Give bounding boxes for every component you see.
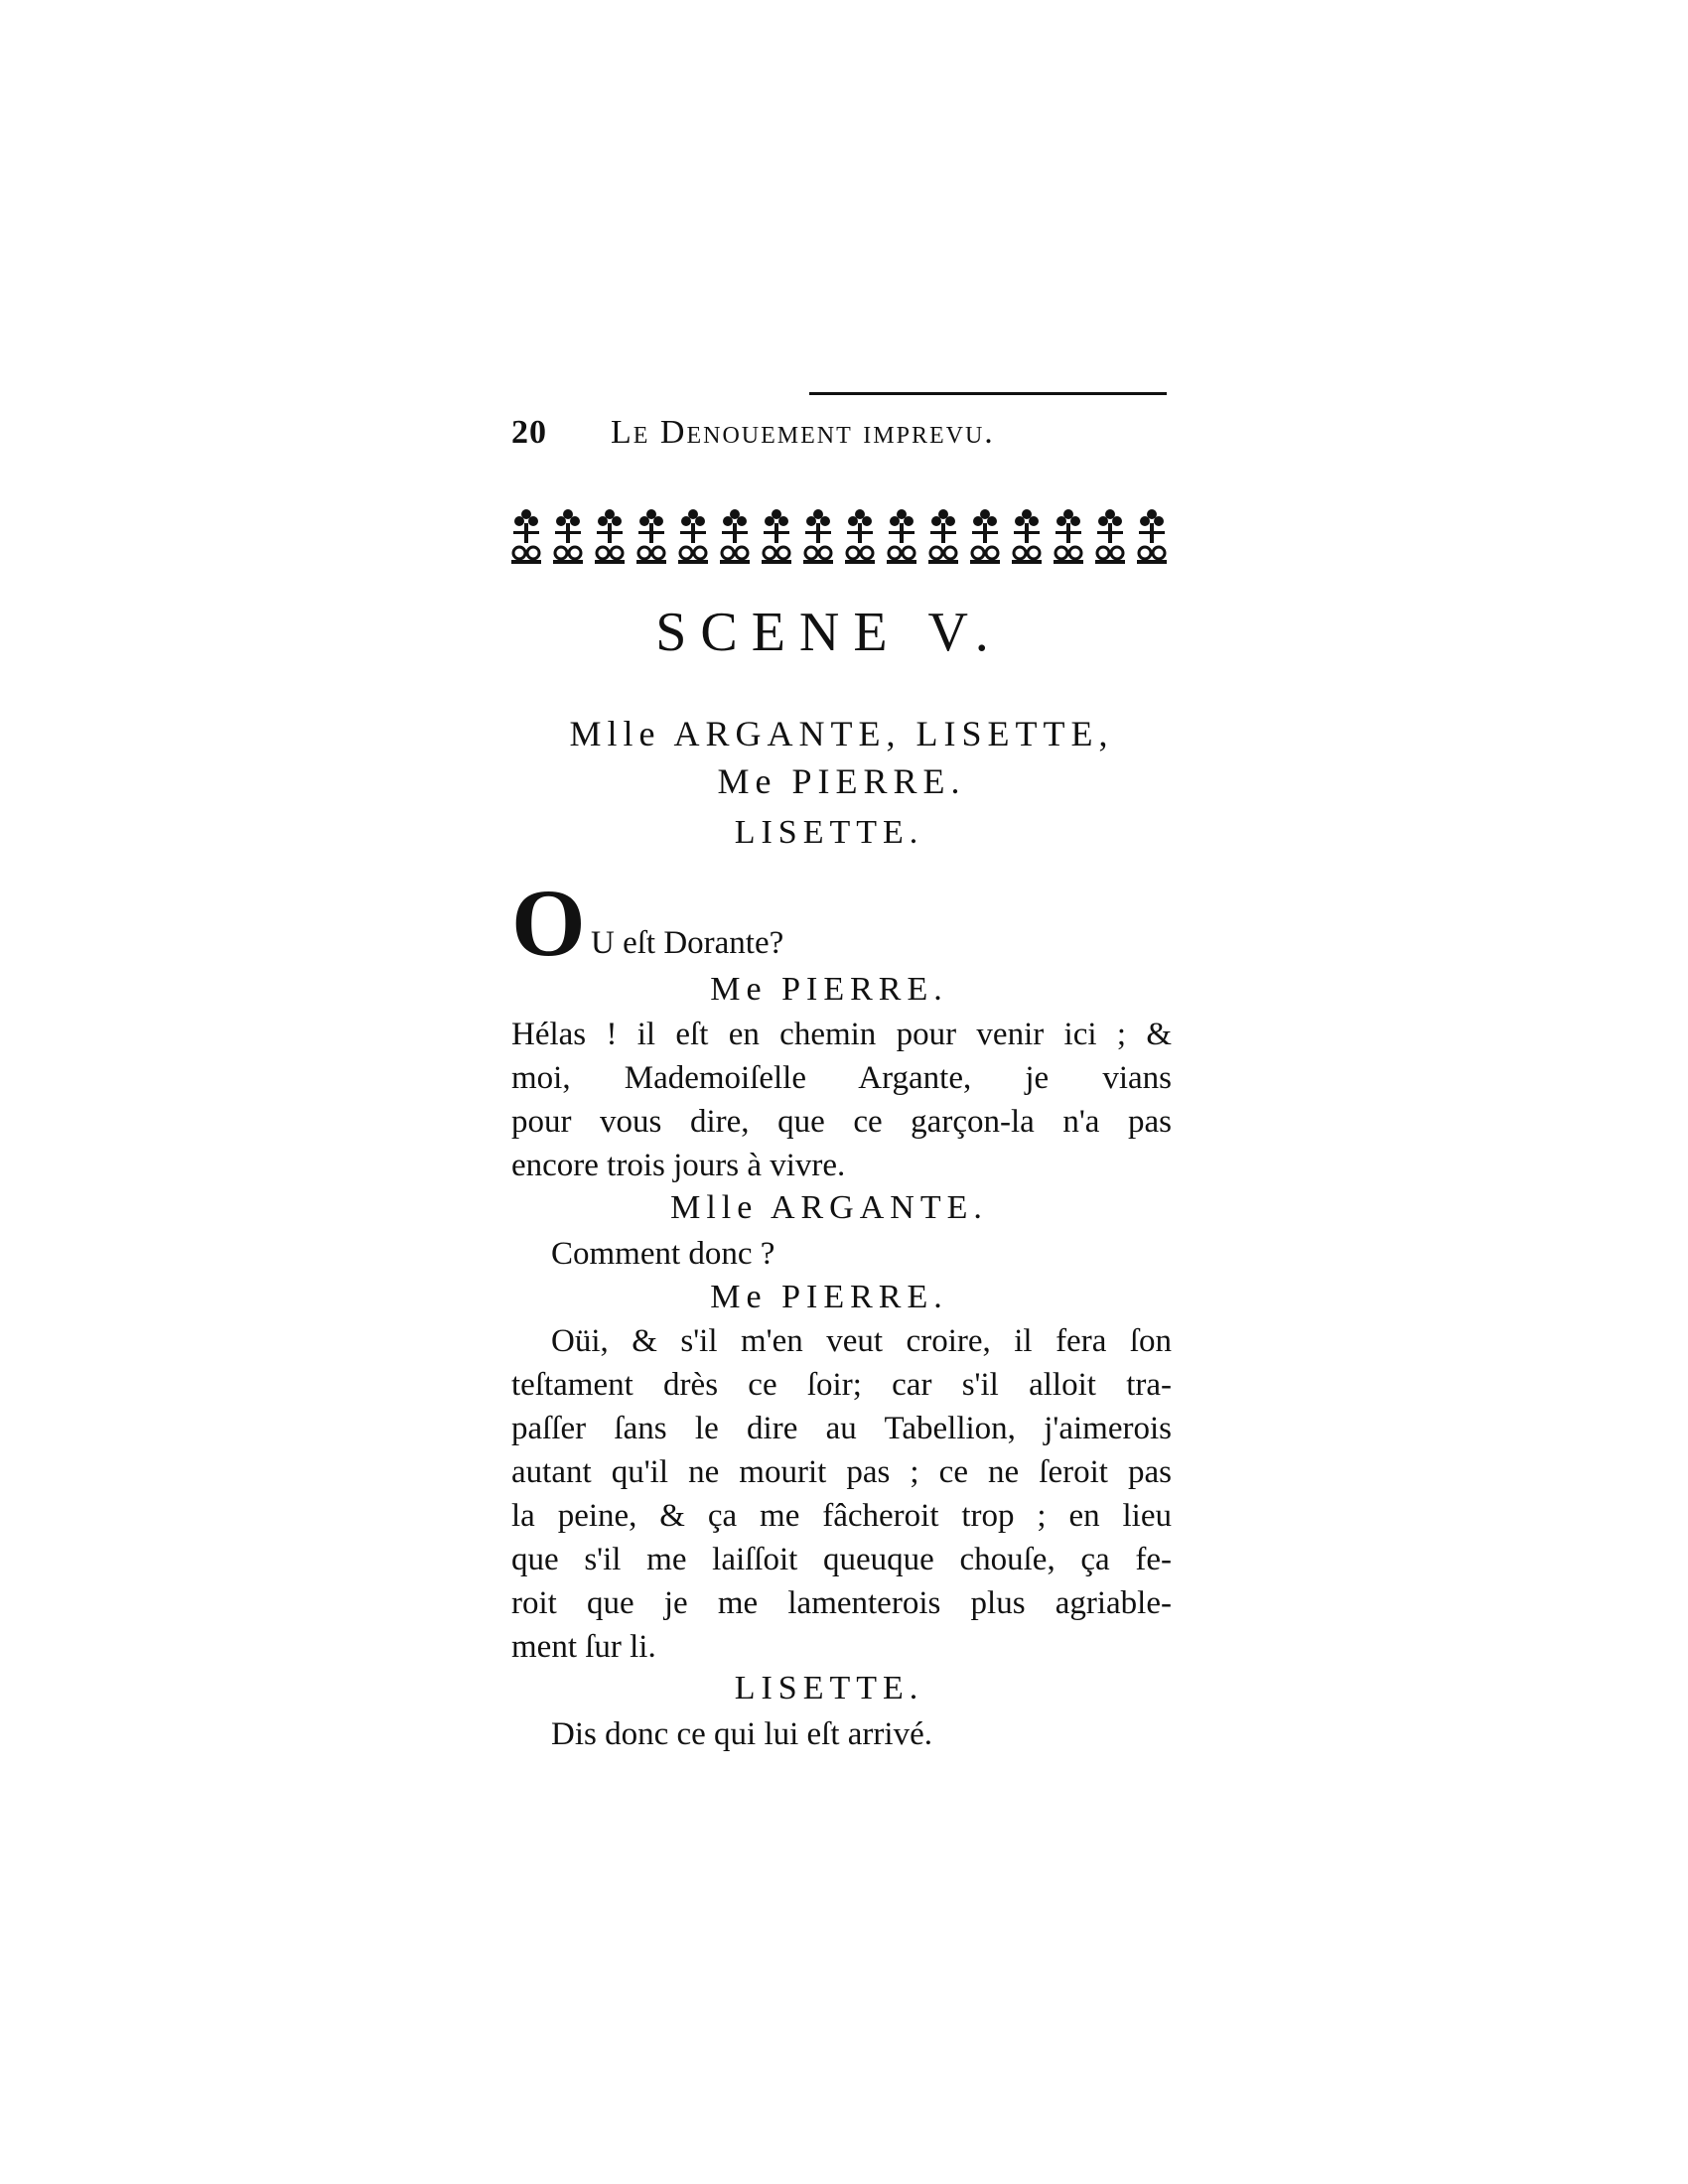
speaker-argante: Mlle ARGANTE. bbox=[670, 1189, 988, 1226]
speech-line: paſſer ſans le dire au Tabellion, j'aimerois bbox=[511, 1411, 1172, 1446]
fleuron-icon bbox=[928, 507, 958, 565]
speech-line: encore trois jours à vivre. bbox=[511, 1148, 846, 1183]
fleuron-icon bbox=[762, 507, 791, 565]
fleuron-icon bbox=[887, 507, 916, 565]
fleuron-ornament-band bbox=[511, 506, 1167, 566]
speech-line: roit que je me lamenterois plus agriable- bbox=[511, 1585, 1172, 1621]
fleuron-icon bbox=[720, 507, 750, 565]
speech-line: teſtament drès ce ſoir; car s'il alloit tra- bbox=[511, 1367, 1172, 1403]
fleuron-icon bbox=[595, 507, 625, 565]
characters-list bbox=[511, 710, 1172, 805]
fleuron-icon bbox=[970, 507, 1000, 565]
fleuron-icon bbox=[553, 507, 583, 565]
fleuron-icon bbox=[803, 507, 833, 565]
speaker-pierre: Me PIERRE. bbox=[710, 1279, 948, 1315]
speech-line: U eſt Dorante? bbox=[591, 925, 784, 961]
characters-line-1: Mlle ARGANTE, LISETTE, bbox=[569, 714, 1114, 753]
running-head bbox=[511, 414, 1167, 464]
speech-line: Dis donc ce qui lui eſt arrivé. bbox=[551, 1716, 932, 1752]
fleuron-icon bbox=[636, 507, 666, 565]
fleuron-icon bbox=[678, 507, 708, 565]
fleuron-icon bbox=[1095, 507, 1125, 565]
speech-line: Oüi, & s'il m'en veut croire, il fera ſon bbox=[551, 1323, 1172, 1359]
speech-line: la peine, & ça me fâcheroit trop ; en lieu bbox=[511, 1498, 1172, 1534]
fleuron-icon bbox=[845, 507, 875, 565]
fleuron-icon bbox=[1137, 507, 1167, 565]
scene-title: SCENE V. bbox=[655, 602, 1003, 663]
speech-line: ment ſur li. bbox=[511, 1629, 656, 1665]
running-title: Le Denouement imprevu. bbox=[611, 414, 995, 451]
speech-line: pour vous dire, que ce garçon-la n'a pas bbox=[511, 1104, 1172, 1140]
speaker-lisette: LISETTE. bbox=[734, 814, 924, 851]
drop-cap: O bbox=[511, 870, 586, 976]
characters-line-2: Me PIERRE. bbox=[717, 761, 966, 801]
speaker-lisette: LISETTE. bbox=[734, 1670, 924, 1706]
fleuron-icon bbox=[511, 507, 541, 565]
fleuron-icon bbox=[1012, 507, 1042, 565]
top-rule bbox=[809, 392, 1167, 395]
book-page bbox=[511, 392, 1172, 1782]
opening-line bbox=[511, 870, 1172, 976]
fleuron-icon bbox=[1054, 507, 1083, 565]
speech-line: autant qu'il ne mourit pas ; ce ne ſeroit pas bbox=[511, 1454, 1172, 1490]
speech-line: Comment donc ? bbox=[551, 1236, 775, 1272]
speech-line: que s'il me laiſſoit queuque chouſe, ça fe- bbox=[511, 1542, 1172, 1577]
speaker-pierre: Me PIERRE. bbox=[710, 971, 948, 1008]
speech-line: moi, Mademoiſelle Argante, je vians bbox=[511, 1060, 1172, 1096]
page-number: 20 bbox=[511, 414, 547, 451]
speech-line: Hélas ! il eſt en chemin pour venir ici ; & bbox=[511, 1017, 1172, 1052]
